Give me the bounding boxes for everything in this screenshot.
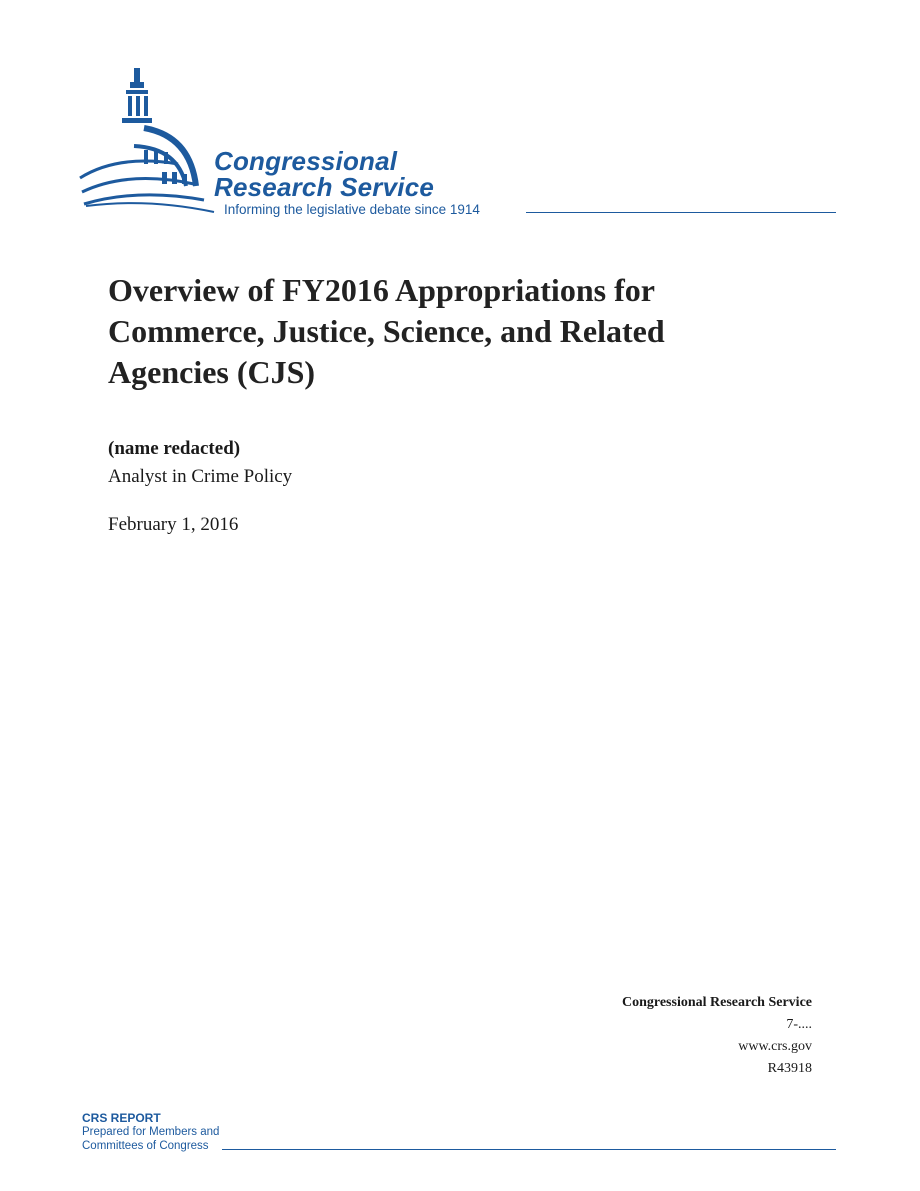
footer-crs-report: CRS REPORT	[82, 1111, 161, 1125]
logo-tagline: Informing the legislative debate since 1914	[224, 202, 480, 217]
crs-info-block	[622, 992, 812, 1080]
crs-report-footer	[82, 1112, 219, 1153]
report-date: February 1, 2016	[108, 514, 239, 535]
author-name: (name redacted)	[108, 438, 241, 459]
footer-committees: Committees of Congress	[82, 1140, 209, 1152]
logo-line-research-service: Research Service	[214, 172, 435, 202]
capitol-dome-icon	[78, 66, 228, 226]
report-number: R43918	[767, 1061, 812, 1076]
crs-phone: 7-....	[786, 1017, 812, 1032]
crs-logo	[78, 66, 838, 226]
footer-divider	[222, 1149, 836, 1150]
logo-divider	[526, 212, 836, 213]
footer-prepared-for: Prepared for Members and	[82, 1126, 220, 1138]
crs-org-name: Congressional Research Service	[621, 995, 812, 1010]
crs-url[interactable]: www.crs.gov	[738, 1039, 812, 1054]
author-role: Analyst in Crime Policy	[108, 466, 293, 487]
report-title: Overview of FY2016 Appropriations for Commerce, Justice, Science, and Related Agencies (CJS)	[108, 272, 665, 390]
logo-line-congressional: Congressional	[214, 146, 398, 176]
